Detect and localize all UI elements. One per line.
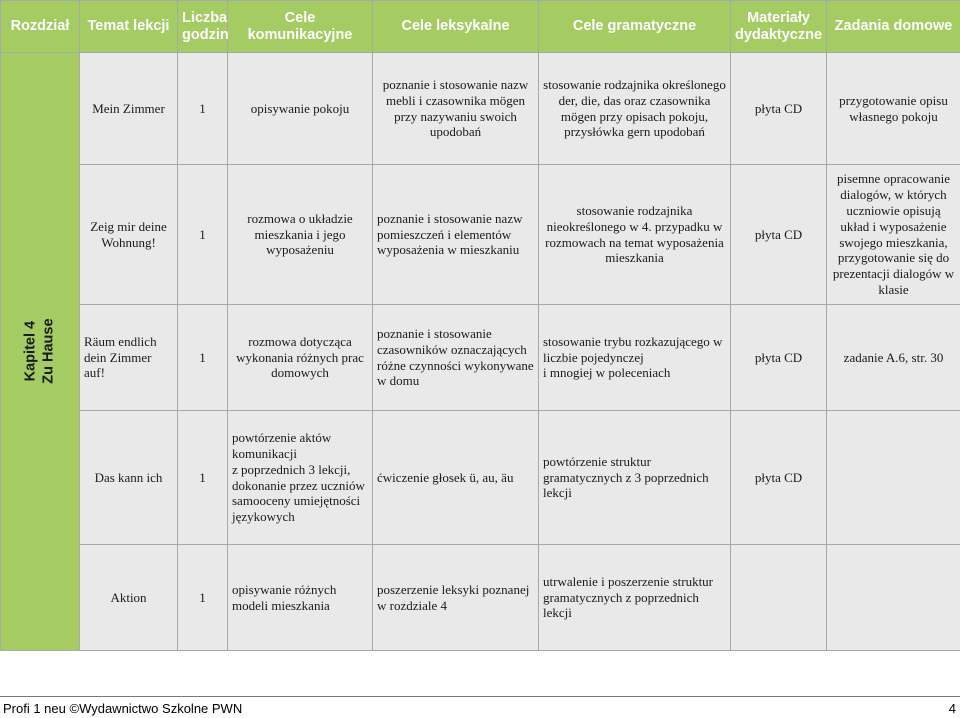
materials-cell: płyta CD — [731, 305, 827, 411]
topic-cell: Das kann ich — [80, 411, 178, 545]
hours-cell: 1 — [178, 53, 228, 165]
page-number: 4 — [948, 701, 956, 716]
header-materials: Materiały dydaktyczne — [731, 1, 827, 53]
materials-cell — [731, 545, 827, 651]
homework-cell: zadanie A.6, str. 30 — [827, 305, 960, 411]
chapter-cell — [1, 53, 80, 651]
lexical-cell: poznanie i stosowanie czasowników oznaczających różne czynności wykonywane w domu — [373, 305, 539, 411]
header-topic: Temat lekcji — [80, 1, 178, 53]
header-homework: Zadania domowe — [827, 1, 960, 53]
header-chapter: Rozdział — [1, 1, 80, 53]
materials-cell: płyta CD — [731, 165, 827, 305]
communication-cell: rozmowa dotycząca wykonania różnych prac domowych — [228, 305, 373, 411]
homework-cell: pisemne opracowanie dialogów, w których uczniowie opisują układ i wyposażenie swojego mieszkania, przygotowanie się do prezentacji dialogów w klasie — [827, 165, 960, 305]
materials-cell: płyta CD — [731, 53, 827, 165]
lexical-cell: poznanie i stosowanie nazw pomieszczeń i elementów wyposażenia w mieszkaniu — [373, 165, 539, 305]
homework-cell: przygotowanie opisu własnego pokoju — [827, 53, 960, 165]
topic-cell: Zeig mir deine Wohnung! — [80, 165, 178, 305]
table-row — [1, 53, 960, 165]
hours-cell: 1 — [178, 411, 228, 545]
header-communication: Cele komunikacyjne — [228, 1, 373, 53]
footer-publisher: Profi 1 neu ©Wydawnictwo Szkolne PWN — [3, 701, 243, 716]
hours-cell: 1 — [178, 165, 228, 305]
hours-cell: 1 — [178, 545, 228, 651]
topic-cell: Aktion — [80, 545, 178, 651]
grammar-cell: stosowanie rodzajnika określonego der, die, das oraz czasownika mögen przy opisach pokoju, przysłówka gern upodobań — [539, 53, 731, 165]
communication-cell: rozmowa o układzie mieszkania i jego wyposażeniu — [228, 165, 373, 305]
materials-cell: płyta CD — [731, 411, 827, 545]
table-row — [1, 545, 960, 651]
header-hours: Liczba godzin — [178, 1, 228, 53]
grammar-cell: powtórzenie struktur gramatycznych z 3 poprzednich lekcji — [539, 411, 731, 545]
hours-cell: 1 — [178, 305, 228, 411]
grammar-cell: stosowanie trybu rozkazującego w liczbie pojedynczej i mnogiej w poleceniach — [539, 305, 731, 411]
lexical-cell: poszerzenie leksyki poznanej w rozdziale 4 — [373, 545, 539, 651]
lexical-cell: poznanie i stosowanie nazw mebli i czasownika mögen przy nazywaniu swoich upodobań — [373, 53, 539, 165]
homework-cell — [827, 411, 960, 545]
topic-cell: Mein Zimmer — [80, 53, 178, 165]
topic-cell: Räum endlich dein Zimmer auf! — [80, 305, 178, 411]
communication-cell: opisywanie pokoju — [228, 53, 373, 165]
chapter-title: Zu Hause — [40, 318, 57, 385]
communication-cell: powtórzenie aktów komunikacji z poprzednich 3 lekcji, dokonanie przez uczniów samooceny umiejętności językowych — [228, 411, 373, 545]
homework-cell — [827, 545, 960, 651]
grammar-cell: utrwalenie i poszerzenie struktur gramatycznych z poprzednich lekcji — [539, 545, 731, 651]
chapter-number: Kapitel 4 — [22, 321, 39, 382]
lexical-cell: ćwiczenie głosek ü, au, äu — [373, 411, 539, 545]
table-row — [1, 305, 960, 411]
header-grammar: Cele gramatyczne — [539, 1, 731, 53]
table-row — [1, 165, 960, 305]
page-footer — [0, 696, 960, 718]
table-row — [1, 411, 960, 545]
header-lexical: Cele leksykalne — [373, 1, 539, 53]
communication-cell: opisywanie różnych modeli mieszkania — [228, 545, 373, 651]
header-row — [1, 1, 960, 53]
grammar-cell: stosowanie rodzajnika nieokreślonego w 4. przypadku w rozmowach na temat wyposażenia mieszkania — [539, 165, 731, 305]
